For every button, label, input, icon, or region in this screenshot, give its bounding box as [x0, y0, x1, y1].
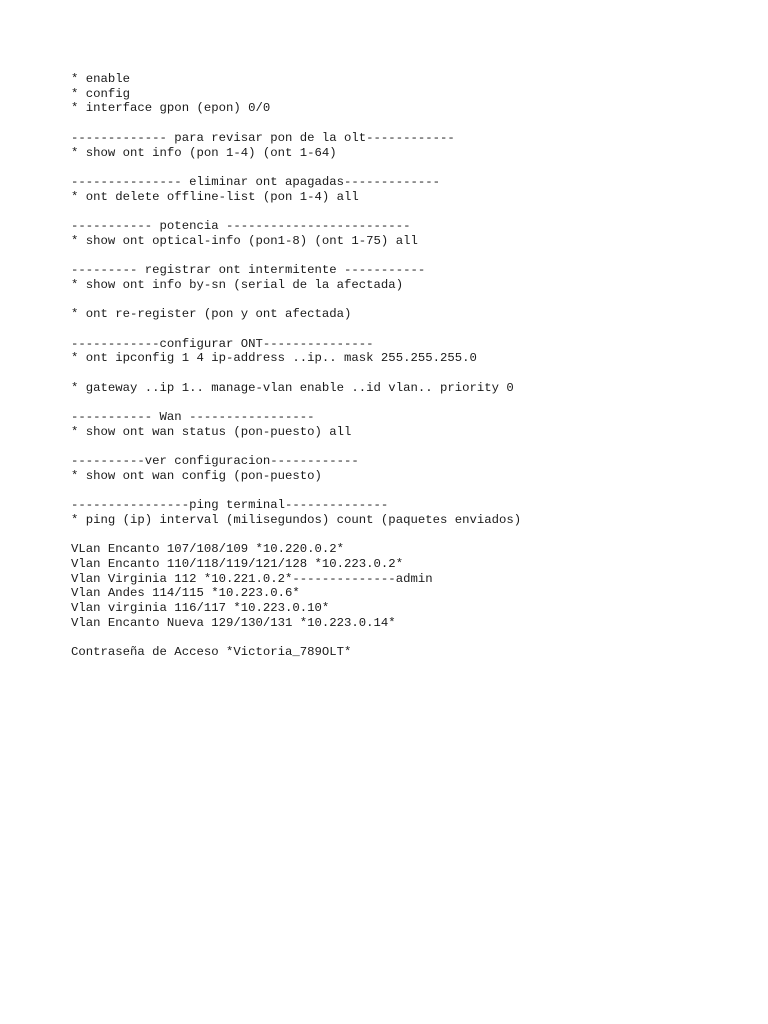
blank-line: [71, 631, 751, 646]
text-line: ------------- para revisar pon de la olt------------: [71, 130, 455, 145]
text-line: * interface gpon (epon) 0/0: [71, 101, 271, 116]
text-line: * show ont info (pon 1-4) (ont 1-64): [71, 145, 337, 160]
text-line: * show ont wan status (pon-puesto) all: [71, 424, 352, 439]
text-line: ----------- Wan -----------------: [71, 410, 315, 425]
text-line: * ping (ip) interval (milisegundos) count (paquetes enviados): [71, 512, 522, 527]
text-line: * show ont optical-info (pon1-8) (ont 1-75) all: [71, 233, 418, 248]
blank-line: [71, 292, 751, 307]
text-line: ----------- potencia -------------------------: [71, 218, 411, 233]
text-line: --------- registrar ont intermitente -----------: [71, 263, 426, 278]
blank-line: [71, 366, 751, 381]
blank-line: [71, 395, 751, 410]
text-line: * ont delete offline-list (pon 1-4) all: [71, 189, 359, 204]
text-line: * config: [71, 86, 131, 101]
text-line: Contraseña de Acceso *Victoria_789OLT*: [71, 645, 352, 660]
blank-line: [71, 160, 751, 175]
blank-line: [71, 322, 751, 337]
text-line: Vlan Encanto 110/118/119/121/128 *10.223.0.2*: [71, 557, 404, 572]
text-line: ----------------ping terminal--------------: [71, 498, 389, 513]
text-line: Vlan Virginia 112 *10.221.0.2*--------------admin: [71, 571, 433, 586]
text-line: * enable: [71, 72, 131, 86]
text-line: * ont re-register (pon y ont afectada): [71, 307, 352, 322]
text-line: VLan Encanto 107/108/109 *10.220.0.2*: [71, 542, 345, 557]
text-line: * ont ipconfig 1 4 ip-address ..ip.. mask 255.255.255.0: [71, 351, 477, 366]
text-line: Vlan Andes 114/115 *10.223.0.6*: [71, 586, 300, 601]
text-line: * gateway ..ip 1.. manage-vlan enable ..id vlan.. priority 0: [71, 380, 514, 395]
text-line: ------------configurar ONT---------------: [71, 336, 374, 351]
text-line: Vlan virginia 116/117 *10.223.0.10*: [71, 601, 330, 616]
document-page: [71, 72, 751, 660]
blank-line: [71, 484, 751, 499]
blank-line: [71, 528, 751, 543]
text-line: * show ont wan config (pon-puesto): [71, 468, 322, 483]
text-line: --------------- eliminar ont apagadas-------------: [71, 174, 440, 189]
blank-line: [71, 248, 751, 263]
blank-line: [71, 439, 751, 454]
text-line: Vlan Encanto Nueva 129/130/131 *10.223.0.14*: [71, 615, 396, 630]
blank-line: [71, 116, 751, 131]
text-line: * show ont info by-sn (serial de la afectada): [71, 277, 404, 292]
text-line: ----------ver configuracion------------: [71, 454, 359, 469]
blank-line: [71, 204, 751, 219]
